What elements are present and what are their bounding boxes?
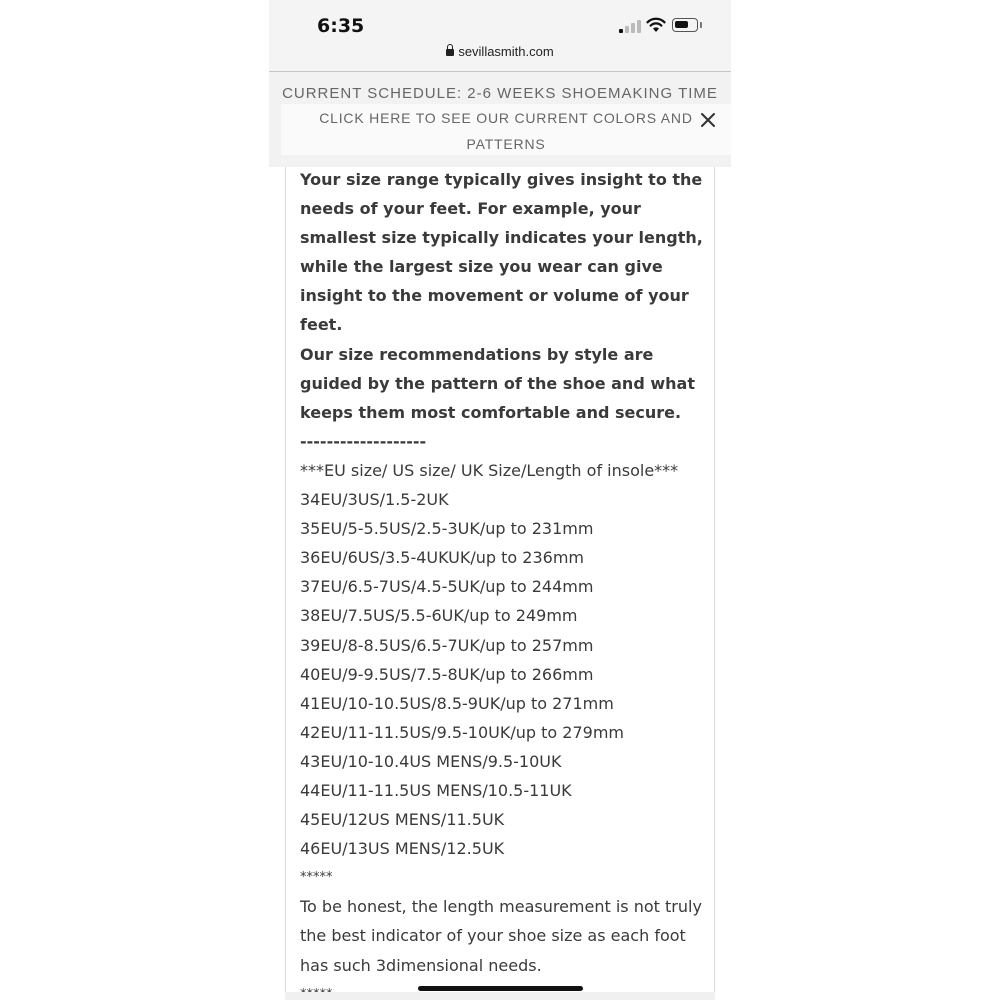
size-row: 37EU/6.5-7US/4.5-5UK/up to 244mm <box>300 577 594 597</box>
battery-level <box>675 21 688 28</box>
size-row: 36EU/6US/3.5-4UKUK/up to 236mm <box>300 548 585 568</box>
size-row: 44EU/11-11.5US MENS/10.5-11UK <box>300 780 572 800</box>
size-row: 42EU/11-11.5US/9.5-10UK/up to 279mm <box>300 722 624 742</box>
intro-paragraph: Your size range typically gives insight to the needs of your feet. For example, your smallest size typically indicates your length, while the largest size you wear can give insight to the movement or volume of your feet. <box>300 170 703 335</box>
lock-icon <box>446 49 454 56</box>
honest-paragraph: To be honest, the length measurement is not truly the best indicator of your shoe size as each foot has such 3dimensional needs. <box>300 897 702 975</box>
separator: ------------------- <box>300 431 427 451</box>
battery-icon <box>672 18 698 32</box>
size-row: 40EU/9-9.5US/7.5-8UK/up to 266mm <box>300 664 594 684</box>
url-bar[interactable] <box>269 44 731 59</box>
status-bar <box>269 0 731 72</box>
size-table-header: ***EU size/ US size/ UK Size/Length of insole*** <box>300 460 679 480</box>
size-guide-text <box>300 165 710 1000</box>
signal-icon <box>619 19 641 33</box>
battery-tip <box>700 22 702 28</box>
size-row: 39EU/8-8.5US/6.5-7UK/up to 257mm <box>300 635 594 655</box>
size-row: 45EU/12US MENS/11.5UK <box>300 810 505 830</box>
size-rows <box>300 485 710 863</box>
home-indicator[interactable] <box>418 986 583 991</box>
url-text: sevillasmith.com <box>458 44 554 59</box>
colors-popup[interactable] <box>281 104 731 155</box>
size-row: 35EU/5-5.5US/2.5-3UK/up to 231mm <box>300 519 594 539</box>
clock: 6:35 <box>317 15 365 37</box>
size-row: 46EU/13US MENS/12.5UK <box>300 839 505 859</box>
wifi-icon <box>646 17 666 33</box>
announcement-banner <box>269 72 731 167</box>
product-description <box>285 167 715 1000</box>
close-icon[interactable] <box>697 109 719 131</box>
phone-screen <box>269 0 731 1000</box>
size-row: 38EU/7.5US/5.5-6UK/up to 249mm <box>300 606 578 626</box>
size-row: 41EU/10-10.5US/8.5-9UK/up to 271mm <box>300 693 614 713</box>
schedule-banner-title: CURRENT SCHEDULE: 2-6 WEEKS SHOEMAKING TIME <box>282 85 718 102</box>
guide-paragraph: Our size recommendations by style are guided by the pattern of the shoe and what keeps them most comfortable and secure. <box>300 344 695 422</box>
size-row: 43EU/10-10.4US MENS/9.5-10UK <box>300 751 562 771</box>
popup-line-2: PATTERNS <box>466 136 546 152</box>
popup-line-1: CLICK HERE TO SEE OUR CURRENT COLORS AND <box>319 110 693 126</box>
size-row: 34EU/3US/1.5-2UK <box>300 490 449 510</box>
stars-separator-1: ***** <box>300 870 333 886</box>
colors-popup-link[interactable] <box>311 105 701 157</box>
bottom-toolbar <box>285 992 715 1000</box>
